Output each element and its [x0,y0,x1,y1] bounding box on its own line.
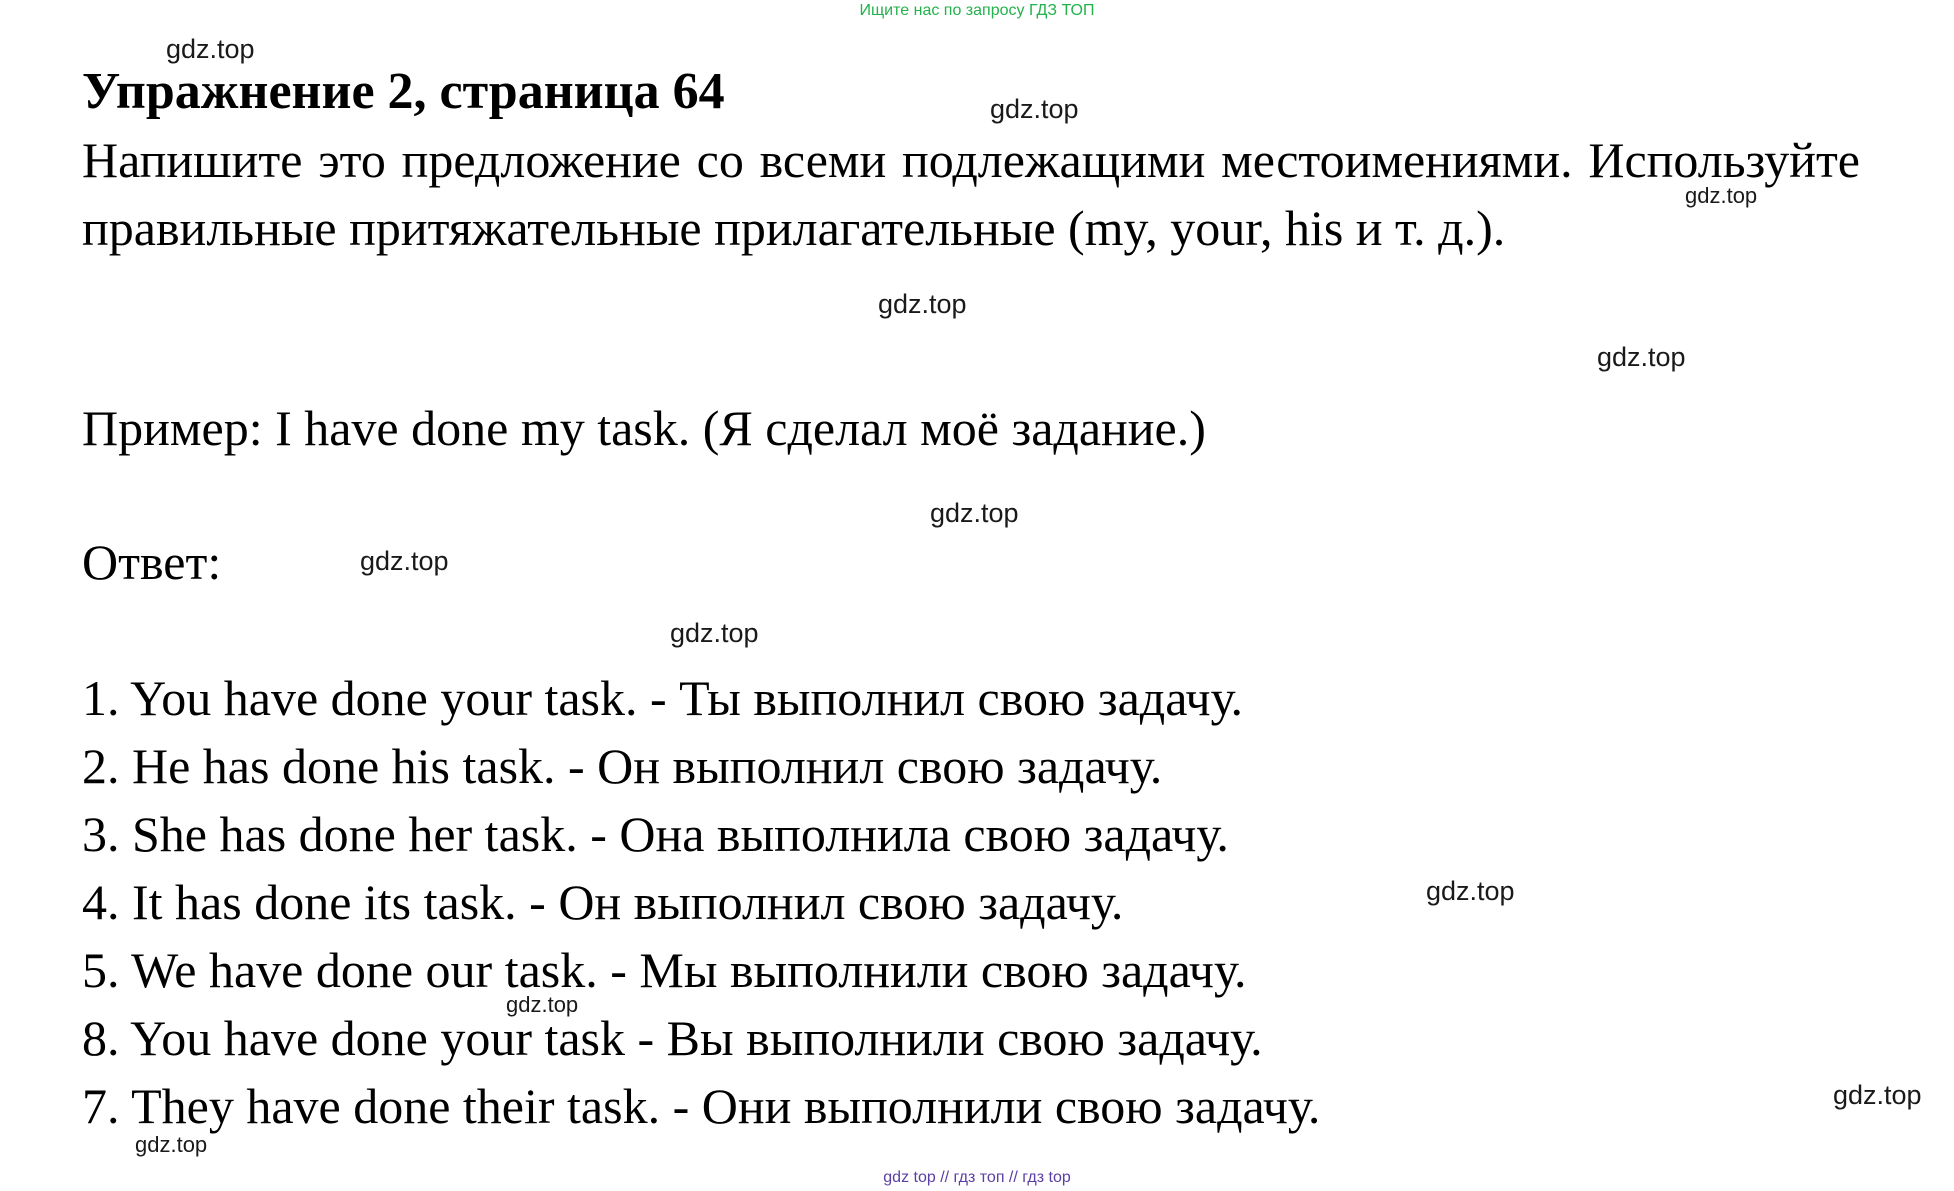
watermark: gdz.top [1833,1080,1922,1110]
watermark: gdz.top [990,94,1079,124]
answer-label: Ответ: [82,534,222,590]
answer-item: 8. You have done your task - Вы выполнили свою задачу. [82,1010,1263,1066]
example-sentence: Пример: I have done my task. (Я сделал моё задание.) [82,400,1206,456]
watermark: gdz.top [1685,183,1758,208]
exercise-instructions: Напишите это предложение со всеми подлежащими местоимениями. Используйте правильные притяжательные прилагательные (my, your, his и т. д.). [82,132,1860,256]
watermark: gdz.top [1426,876,1515,906]
watermark: gdz.top [135,1132,208,1157]
answer-item: 4. It has done its task. - Он выполнил свою задачу. [82,874,1124,930]
answer-item: 1. You have done your task. - Ты выполнил свою задачу. [82,670,1244,726]
watermark: gdz.top [670,618,759,648]
watermark: gdz.top [930,498,1019,528]
answer-item: 3. She has done her task. - Она выполнила свою задачу. [82,806,1229,862]
top-banner: Ищите нас по запросу ГДЗ ТОП [859,2,1095,19]
watermark: gdz.top [360,546,449,576]
page-title: Упражнение 2, страница 64 [82,63,725,120]
answer-item: 7. They have done their task. - Они выполнили свою задачу. [82,1078,1321,1134]
footer: gdz top // гдз топ // гдз top [883,1169,1071,1186]
watermark: gdz.top [506,992,579,1017]
watermark: gdz.top [166,34,255,64]
watermark: gdz.top [878,289,967,319]
answer-list [82,664,1320,1140]
answer-item: 5. We have done our task. - Мы выполнили свою задачу. [82,942,1247,998]
watermark: gdz.top [1597,342,1686,372]
answer-item: 2. He has done his task. - Он выполнил свою задачу. [82,738,1163,794]
